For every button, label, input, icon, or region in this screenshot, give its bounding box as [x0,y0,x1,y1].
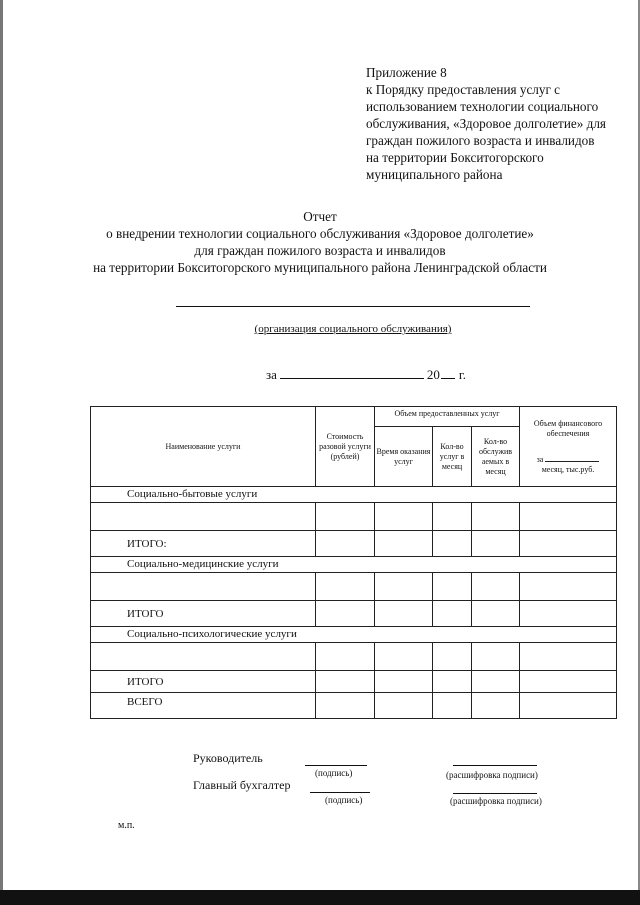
cell [520,671,617,693]
header-cost [316,407,375,487]
appendix-line: обслуживания, «Здоровое долголетие» для [366,116,606,131]
head-decode-caption: (расшифровка подписи) [446,770,538,780]
cell [316,601,375,627]
period-prefix: за [266,367,277,382]
period-blank [280,366,424,379]
cell [433,531,472,557]
accountant-decode-line [453,793,537,794]
period-year-blank [441,366,455,379]
section-total-label: ИТОГО: [91,531,316,557]
appendix-block [366,64,636,183]
cell [375,643,433,671]
cell [520,693,617,719]
cell [316,693,375,719]
cell [375,503,433,531]
cell [433,671,472,693]
report-title: Отчет [303,209,337,224]
cell [375,573,433,601]
table-row [91,531,617,557]
head-signature-line [305,765,367,766]
cell [316,573,375,601]
header-time: Время оказания услуг [375,427,433,487]
header-funding-unit: месяц, тыс.руб. [541,464,595,474]
grand-total-label: ВСЕГО [91,693,316,719]
scan-edge-left [0,0,3,905]
header-count-services: Кол-во услуг в месяц [433,427,472,487]
services-table [90,406,617,719]
cell [433,693,472,719]
header-count-clients: Кол-во обслужив аемых в месяц [472,427,520,487]
cell [472,503,520,531]
head-label: Руководитель [193,751,263,765]
appendix-line: использованием технологии социального [366,99,599,114]
header-volume: Объем предоставленных услуг [375,407,520,427]
cell [91,573,316,601]
report-subtitle-line: о внедрении технологии социального обслуживания «Здоровое долголетие» [106,226,534,241]
funding-period-prefix: за [536,454,544,464]
cell [375,601,433,627]
appendix-line: Приложение 8 [366,65,447,80]
cell [433,643,472,671]
cell [433,503,472,531]
section-title-row: Социально-психологические услуги [91,627,617,643]
cell [520,573,617,601]
section-title-row: Социально-бытовые услуги [91,487,617,503]
header-funding [520,407,617,487]
report-subtitle-line: на территории Бокситогорского муниципального района Ленинградской области [93,260,547,275]
report-period [266,366,466,383]
cell [316,503,375,531]
section-title-row: Социально-медицинские услуги [91,557,617,573]
stamp-place: м.п. [118,820,135,831]
appendix-line: к Порядку предоставления услуг с [366,82,561,97]
cell [375,693,433,719]
head-decode-line [453,765,537,766]
funding-period-blank [545,453,599,462]
cell [520,503,617,531]
cell [91,643,316,671]
cell [520,601,617,627]
cell [316,531,375,557]
cell [472,643,520,671]
organization-caption: (организация социального обслуживания) [254,323,452,335]
cell [316,643,375,671]
cell [472,693,520,719]
period-suffix: г. [458,367,467,382]
table-row [91,643,617,671]
cell [520,643,617,671]
period-year-prefix: 20 [426,367,440,382]
organization-blank-line [176,306,530,307]
table-row [91,573,617,601]
scan-edge-bottom [0,890,640,905]
report-subtitle-line: для граждан пожилого возраста и инвалидов [194,243,446,258]
report-title-block [0,208,640,276]
table-row [91,693,617,719]
header-service-name: Наименование услуги [91,407,316,487]
appendix-line: муниципального района [366,167,503,182]
cell [375,671,433,693]
cell [472,573,520,601]
section-total-label: ИТОГО [91,601,316,627]
cell [375,531,433,557]
cell [472,671,520,693]
section-total-label: ИТОГО [91,671,316,693]
cell [520,531,617,557]
accountant-signature-caption: (подпись) [325,795,363,805]
appendix-line: на территории Бокситогорского [366,150,544,165]
table-row [91,671,617,693]
accountant-decode-caption: (расшифровка подписи) [450,796,542,806]
cell [91,503,316,531]
appendix-line: граждан пожилого возраста и инвалидов [366,133,595,148]
cell [472,601,520,627]
cell [316,671,375,693]
header-cost-text: Стоимость разовой услуги (рублей) [319,431,371,461]
cell [433,601,472,627]
head-signature-caption: (подпись) [315,768,353,778]
header-funding-period [520,453,616,465]
accountant-signature-line [310,792,370,793]
table-row [91,601,617,627]
table-row [91,503,617,531]
accountant-label: Главный бухгалтер [193,778,291,792]
cell [472,531,520,557]
cell [433,573,472,601]
header-funding-title: Объем финансового обеспечения [533,418,603,438]
